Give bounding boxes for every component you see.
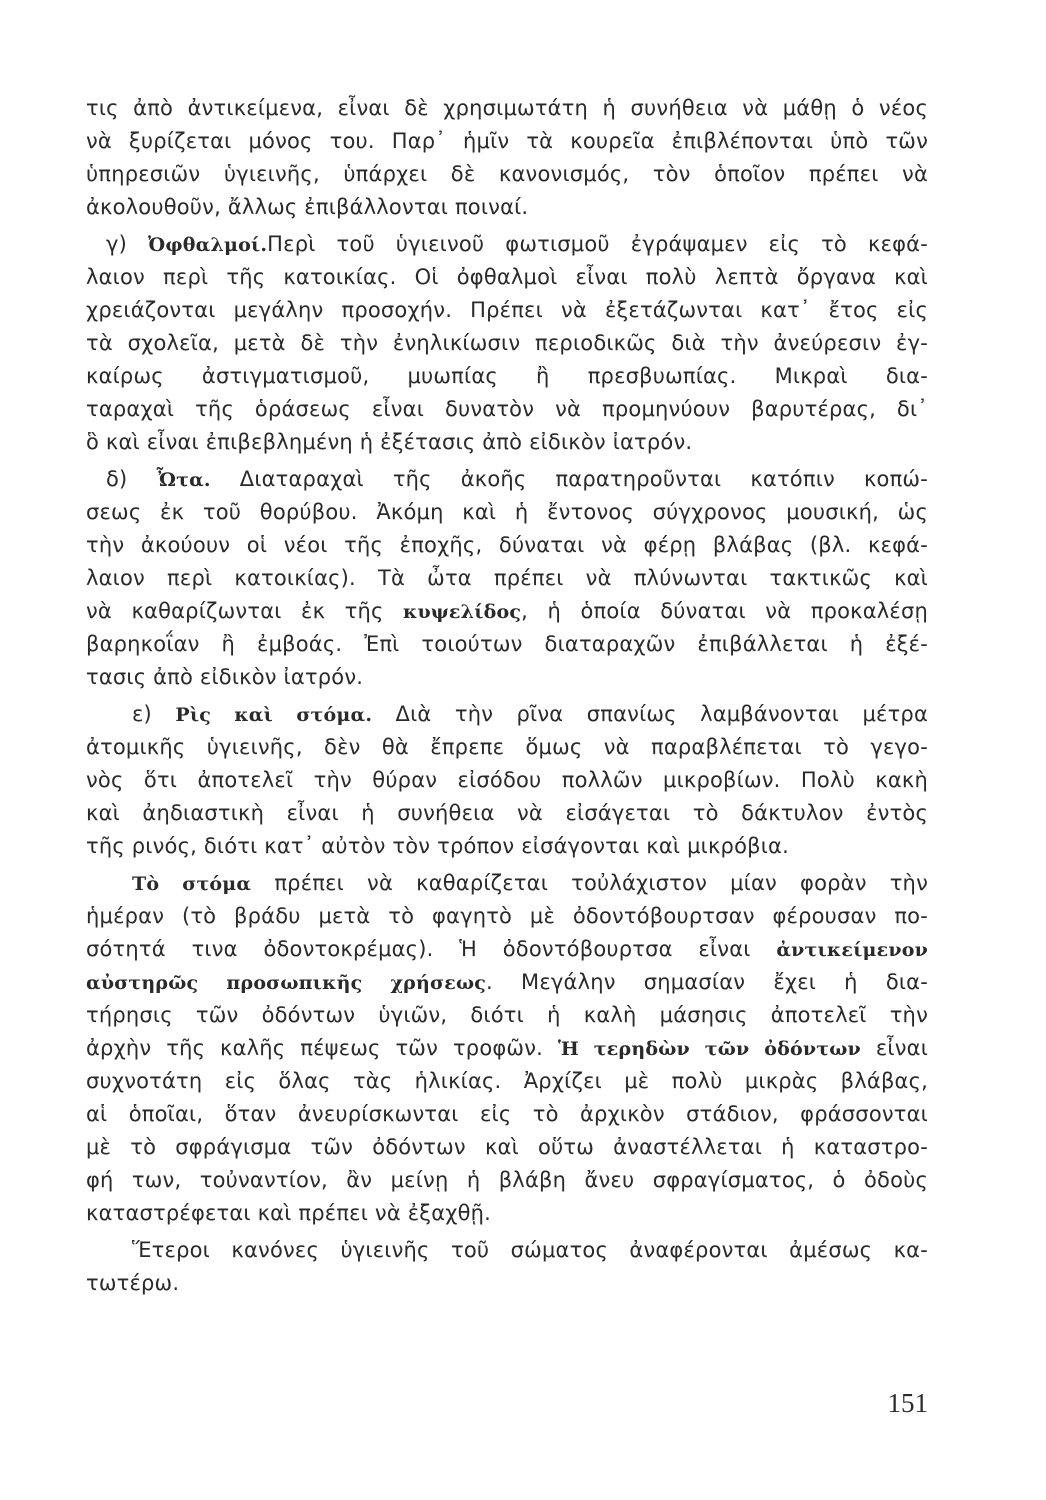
text-line: τήρησις τῶν ὀδόντων ὑγιῶν, διότι ἡ καλὴ μάσησις ἀποτελεῖ τὴν [86, 1003, 928, 1027]
text-line: χρειάζονται μεγάλην προσοχήν. Πρέπει νὰ ἐξετάζωνται κατ᾽ ἔτος εἰς [86, 298, 928, 322]
text-line: φή των, τοὐναντίον, ἂν μείνῃ ἡ βλάβη ἄνευ σφραγίσματος, ὁ ὀδοὺς [86, 1168, 928, 1192]
heading-ears: Ὦτα. [156, 469, 211, 491]
text-line: σεως ἐκ τοῦ θορύβου. Ἀκόμη καὶ ἡ ἔντονος σύγχρονος μουσική, ὡς [86, 500, 928, 524]
text-line: ὑπηρεσιῶν ὑγιεινῆς, ὑπάρχει δὲ κανονισμός, τὸν ὁποῖον πρέπει νὰ [86, 162, 928, 186]
text-line: ἀκολουθοῦν, ἄλλως ἐπιβάλλονται ποιναί. [86, 195, 529, 219]
page-body [86, 92, 928, 1300]
term-object: ἀντικείμενον [776, 939, 928, 961]
text-line: αὐστηρῶς προσωπικῆς χρήσεως. Μεγάλην σημασίαν ἔχει ἡ δια- [86, 970, 928, 994]
text-line: δ) Ὦτα. Διαταραχαὶ τῆς ἀκοῆς παρατηροῦνται κατόπιν κοπώ- [106, 467, 928, 491]
text-line: ε) Ρὶς καὶ στόμα. Διὰ τὴν ρῖνα σπανίως λαμβάνονται μέτρα [132, 702, 928, 726]
text-line: Τὸ στόμα πρέπει νὰ καθαρίζεται τοὐλάχιστον μίαν φορὰν τὴν [132, 871, 928, 895]
text-line: καταστρέφεται καὶ πρέπει νὰ ἐξαχθῇ. [86, 1201, 492, 1225]
text-line: σότητά τινα ὀδοντοκρέμας). Ἡ ὀδοντόβουρτσα εἶναι ἀντικείμενον [86, 937, 928, 961]
text-line: λαιον περὶ τῆς κατοικίας. Οἱ ὀφθαλμοὶ εἶναι πολὺ λεπτὰ ὄργανα καὶ [86, 265, 928, 289]
text-line: τὴν ἀκούουν οἱ νέοι τῆς ἐποχῆς, δύναται νὰ φέρῃ βλάβας (βλ. κεφά- [86, 533, 928, 557]
text-line: ταραχαὶ τῆς ὁράσεως εἶναι δυνατὸν νὰ προμηνύουν βαρυτέρας, δι᾽ [86, 397, 928, 421]
text-line: αἱ ὁποῖαι, ὅταν ἀνευρίσκωνται εἰς τὸ ἀρχικὸν στάδιον, φράσσονται [86, 1102, 928, 1126]
text-line: νὰ καθαρίζωνται ἐκ τῆς κυψελίδος, ἡ ὁποία δύναται νὰ προκαλέσῃ [86, 599, 928, 623]
heading-nose-mouth: Ρὶς καὶ στόμα. [175, 704, 373, 726]
text-line: τῆς ρινός, διότι κατ᾽ αὐτὸν τὸν τρόπον εἰσάγονται καὶ μικρόβια. [86, 834, 789, 858]
page-number: 151 [887, 1388, 928, 1418]
term-mouth: Τὸ στόμα [132, 873, 252, 895]
text-line: συχνοτάτη εἰς ὅλας τὰς ἡλικίας. Ἀρχίζει μὲ πολὺ μικρὰς βλάβας, [86, 1069, 928, 1093]
text-line: ἀρχὴν τῆς καλῆς πέψεως τῶν τροφῶν. Ἡ τερηδὼν τῶν ὀδόντων εἶναι [86, 1036, 929, 1060]
term-earwax: κυψελίδος [403, 601, 522, 623]
text-line: γ) Ὀφθαλμοί.Περὶ τοῦ ὑγιεινοῦ φωτισμοῦ ἐγράψαμεν εἰς τὸ κεφά- [106, 232, 928, 256]
text-line: καίρως ἀστιγματισμοῦ, μυωπίας ἢ πρεσβυωπίας. Μικραὶ δια- [86, 364, 928, 388]
text-line: τις ἀπὸ ἀντικείμενα, εἶναι δὲ χρησιμωτάτη ἡ συνήθεια νὰ μάθῃ ὁ νέος [86, 96, 928, 120]
text-line: τὰ σχολεῖα, μετὰ δὲ τὴν ἐνηλικίωσιν περιοδικῶς διὰ τὴν ἀνεύρεσιν ἐγ- [86, 331, 928, 355]
text-line: νὸς ὅτι ἀποτελεῖ τὴν θύραν εἰσόδου πολλῶν μικροβίων. Πολὺ κακὴ [86, 768, 928, 792]
text-line: βαρηκοΐαν ἢ ἐμβοάς. Ἐπὶ τοιούτων διαταραχῶν ἐπιβάλλεται ἡ ἐξέ- [86, 632, 928, 656]
text-line: τασις ἀπὸ εἰδικὸν ἰατρόν. [86, 665, 364, 689]
text-line: τωτέρω. [86, 1271, 180, 1295]
heading-eyes: Ὀφθαλμοί. [148, 234, 268, 256]
text-line: ἀτομικῆς ὑγιεινῆς, δὲν θὰ ἔπρεπε ὅμως νὰ παραβλέπεται τὸ γεγο- [86, 735, 928, 759]
text-line: ἡμέραν (τὸ βράδυ μετὰ τὸ φαγητὸ μὲ ὀδοντόβουρτσαν φέρουσαν πο- [86, 904, 928, 928]
text-line: μὲ τὸ σφράγισμα τῶν ὀδόντων καὶ οὕτω ἀναστέλλεται ἡ καταστρο- [86, 1135, 928, 1159]
text-line: Ἕτεροι κανόνες ὑγιεινῆς τοῦ σώματος ἀναφέρονται ἀμέσως κα- [132, 1238, 928, 1262]
text-line: καὶ ἀηδιαστικὴ εἶναι ἡ συνήθεια νὰ εἰσάγεται τὸ δάκτυλον ἐντὸς [86, 801, 928, 825]
text-line: ὃ καὶ εἶναι ἐπιβεβλημένη ἡ ἐξέτασις ἀπὸ εἰδικὸν ἰατρόν. [86, 430, 693, 454]
text-line: νὰ ξυρίζεται μόνος του. Παρ᾽ ἡμῖν τὰ κουρεῖα ἐπιβλέπονται ὑπὸ τῶν [86, 129, 928, 153]
text-line: λαιον περὶ κατοικίας). Τὰ ὦτα πρέπει νὰ πλύνωνται τακτικῶς καὶ [86, 566, 928, 590]
term-strictly-personal: αὐστηρῶς προσωπικῆς χρήσεως [86, 972, 487, 994]
term-tooth-decay: Ἡ τερηδὼν τῶν ὀδόντων [557, 1038, 861, 1060]
